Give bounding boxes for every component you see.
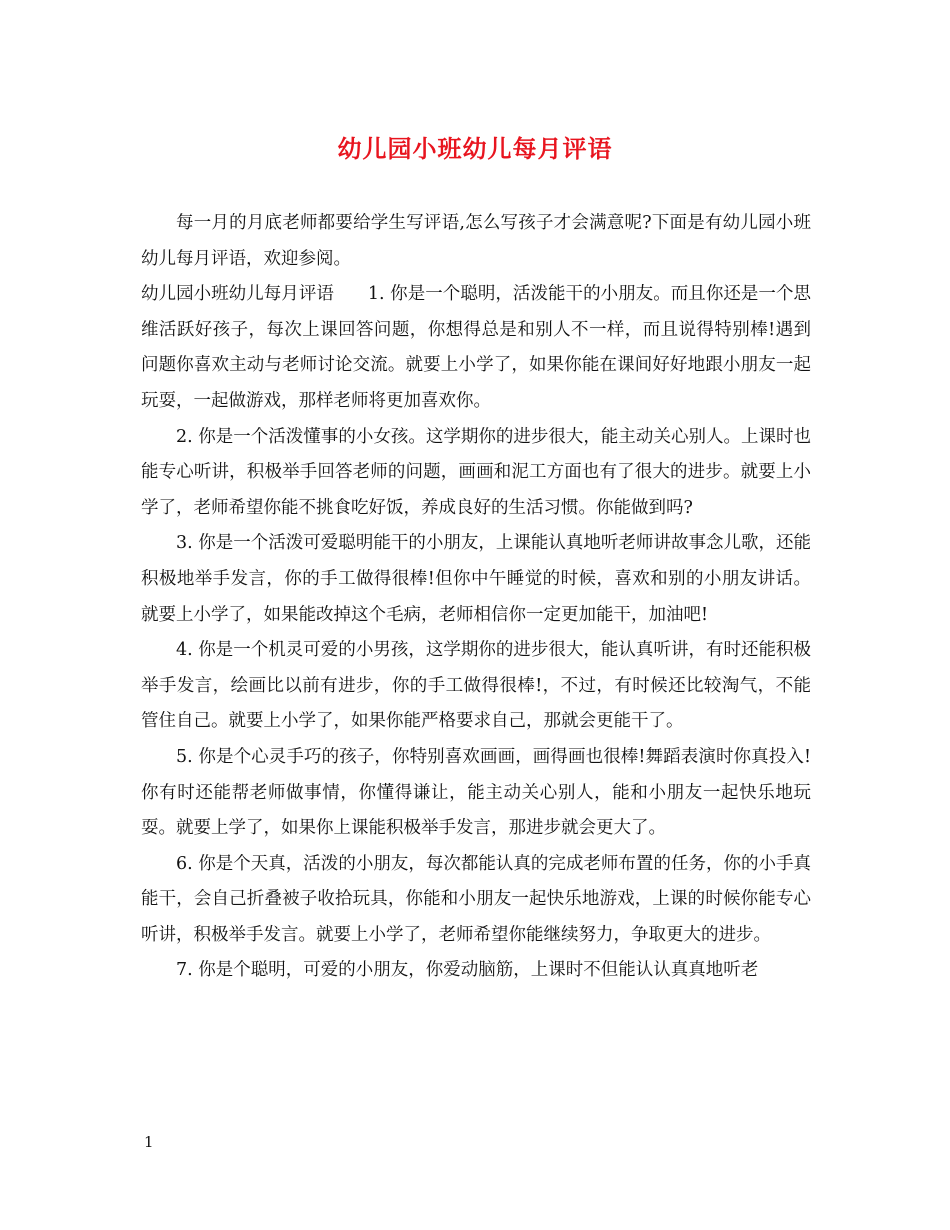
document-body: [141, 206, 811, 989]
entry-4: 4. 你是一个机灵可爱的小男孩，这学期你的进步很大，能认真听讲，有时还能积极举手发言，绘画比以前有进步，你的手工做得很棒!，不过，有时候还比较淘气，不能管住自己。就要上小学了，如果你能严格要求自己，那就会更能干了。: [141, 640, 811, 732]
entry-2: 2. 你是一个活泼懂事的小女孩。这学期你的进步很大，能主动关心别人。上课时也能专心听讲，积极举手回答老师的问题，画画和泥工方面也有了很大的进步。就要上小学了，老师希望你能不挑食吃好饭，养成良好的生活习惯。你能做到吗?: [141, 426, 811, 518]
first-entry-paragraph: [141, 277, 811, 419]
section-heading: 幼儿园小班幼儿每月评语: [141, 284, 334, 305]
entry-6: 6. 你是个天真，活泼的小朋友，每次都能认真的完成老师布置的任务，你的小手真能干，会自己折叠被子收拾玩具，你能和小朋友一起快乐地游戏，上课的时候你能专心听讲，积极举手发言。就要上小学了，老师希望你能继续努力，争取更大的进步。: [141, 853, 811, 945]
intro-paragraph: 每一月的月底老师都要给学生写评语,怎么写孩子才会满意呢?下面是有幼儿园小班幼儿每月评语，欢迎参阅。: [141, 213, 811, 269]
page-number: 1: [144, 1133, 154, 1151]
entry-7: 7. 你是个聪明，可爱的小朋友，你爱动脑筋，上课时不但能认认真真地听老: [176, 960, 759, 981]
entry-1: 1. 你是一个聪明，活泼能干的小朋友。而且你还是一个思维活跃好孩子，每次上课回答问题，你想得总是和别人不一样，而且说得特别棒!遇到问题你喜欢主动与老师讨论交流。就要上小学了，如果你能在课间好好地跟小朋友一起玩耍，一起做游戏，那样老师将更加喜欢你。: [141, 284, 811, 411]
entry-3: 3. 你是一个活泼可爱聪明能干的小朋友，上课能认真地听老师讲故事念儿歌，还能积极地举手发言，你的手工做得很棒!但你中午睡觉的时候，喜欢和别的小朋友讲话。就要上小学了，如果能改掉这个毛病，老师相信你一定更加能干，加油吧!: [141, 533, 811, 625]
entry-5: 5. 你是个心灵手巧的孩子，你特别喜欢画画，画得画也很棒!舞蹈表演时你真投入!你有时还能帮老师做事情，你懂得谦让，能主动关心别人，能和小朋友一起快乐地玩耍。就要上学了，如果你上课能积极举手发言，那进步就会更大了。: [141, 746, 811, 839]
document-title: 幼儿园小班幼儿每月评语: [337, 134, 613, 163]
